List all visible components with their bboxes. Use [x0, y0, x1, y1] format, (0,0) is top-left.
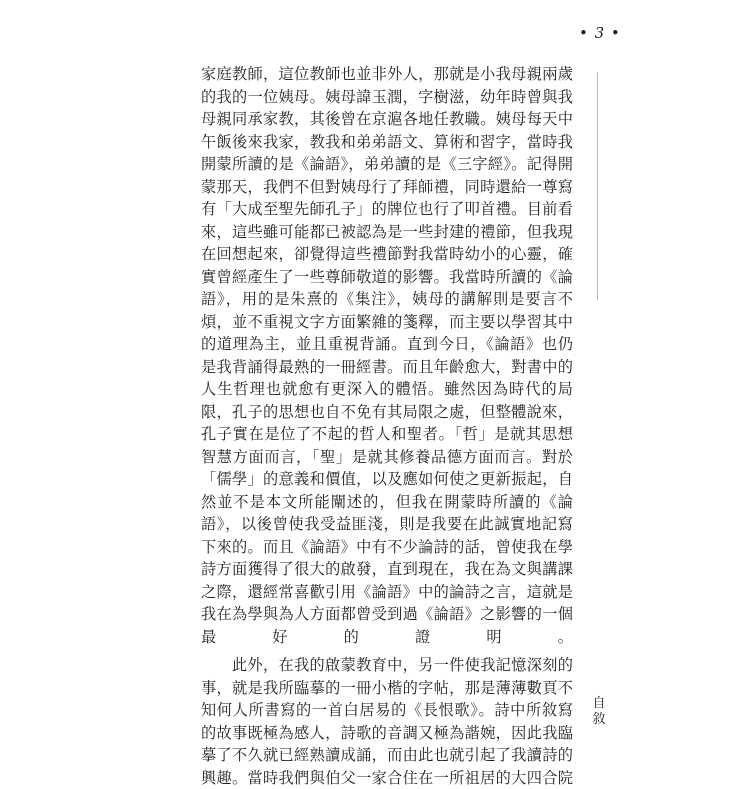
section-label-char-1: 自 [592, 696, 606, 711]
page-number: • 3 • [579, 24, 621, 42]
paragraph-2: 此外，在我的啟蒙教育中，另一件使我記憶深刻的事，就是我所臨摹的一冊小楷的字帖，那是薄薄數頁不知何人所書寫的一首白居易的《長恨歌》。詩中所敘寫的故事既極為感人，詩歌的音調又極為諧婉，因此我臨摹了不久就已經熟讀成誦，而由此也就引起了我讀詩的興趣。當時我們與伯父一家合住在一所祖居的大四合院 [201, 656, 573, 787]
margin-rule [597, 72, 598, 300]
section-label [591, 696, 607, 728]
body-text [201, 63, 573, 789]
paragraph-1: 家庭教師，這位教師也並非外人，那就是小我母親兩歲的我的一位姨母。姨母諱玉潤，字樹滋，幼年時曾與我母親同承家教，其後曾在京滬各地任教職。姨母每天中午飯後來我家，教我和弟弟語文、算術和習字，當時我開蒙所讀的是《論語》，弟弟讀的是《三字經》。記得開蒙那天，我們不但對姨母行了拜師禮，同時還給一尊寫有「大成至聖先師孔子」的牌位也行了叩首禮。目前看來，這些雖可能都已被認為是一些封建的禮節，但我現在回想起來，卻覺得這些禮節對我當時幼小的心靈，確實曾經產生了一些尊師敬道的影響。我當時所讀的《論語》，用的是朱熹的《集注》，姨母的講解則是要言不煩，並不重視文字方面繁雜的箋釋，而主要以學習其中的道理為主，並且重視背誦。直到今日，《論語》也仍是我背誦得最熟的一冊經書。而且年齡愈大，對書中的人生哲理也就愈有更深入的體悟。雖然因為時代的局限，孔子的思想也自不免有其局限之處，但整體說來，孔子實在是位了不起的哲人和聖者。「哲」是就其思想智慧方面而言，「聖」是就其修養品德方面而言。對於「儒學」的意義和價值，以及應如何使之更新振起，自然並不是本文所能闡述的，但我在開蒙時所讀的《論語》，以後曾使我受益匪淺，則是我要在此誠實地記寫下來的。而且《論語》中有不少論詩的話，曾使我在學詩方面獲得了很大的啟發，直到現在，我在為文與講課之際，還經常喜歡引用《論語》中的論詩之言，這就是我在為學與為人方面都曾受到過《論語》之影響的一個最好的證明。 [201, 65, 573, 646]
section-label-char-2: 敘 [592, 712, 606, 727]
